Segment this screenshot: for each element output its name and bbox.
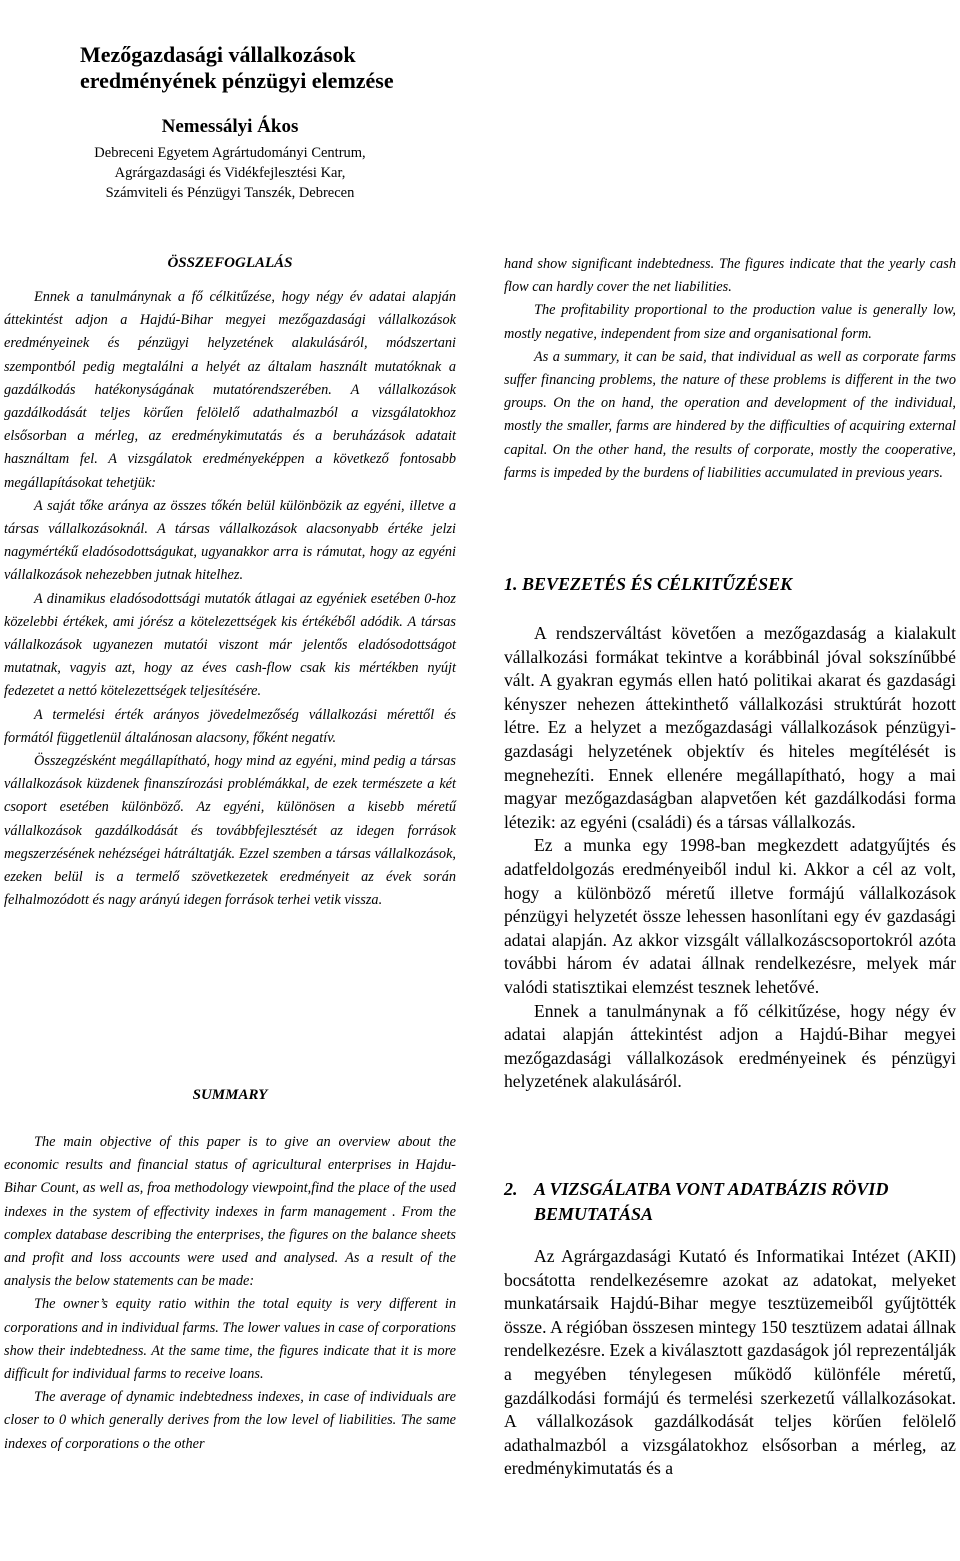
- summary-paragraph: The owner’s equity ratio within the total equity is very different in corporations and in individual farms. The lower values in case of corporations show their indebtedness. At the same time, the figures indicate that it is more difficult for individual farms to receive loans.: [4, 1296, 456, 1383]
- body-paragraph: A rendszerváltást követően a mezőgazdaság a kialakult vállalkozási formákat tekintve a korábbinál jóval sokszínűbbé vált. A gyakran egymás ellen ható politikai akarat és gazdasági kényszer nehezen áttekinthető vállalkozási struktúrát hozott létre. Ez a helyzet a mezőgazdasági vállalkozások pénzügyi-gazdasági helyzetének objektív és hiteles megítélését is megnehezíti. Ennek ellenére megállapítható, hogy a mai magyar mezőgazdaságban alapvetően két gazdálkodási forma létezik: az egyéni (családi) és a társas vállalkozás.: [504, 623, 956, 832]
- section1-body: [504, 622, 956, 1094]
- summary-paragraph: hand show significant indebtedness. The figures indicate that the yearly cash flow can hardly cover the net liabilities.: [504, 256, 956, 296]
- summary-paragraph: The average of dynamic indebtedness indexes, in case of individuals are closer to 0 which generally derives from the low level of liabilities. The same indexes of corporations o the other: [4, 1389, 456, 1452]
- summary-body-left: [4, 1131, 456, 1456]
- osszefoglalas-body: [4, 286, 456, 912]
- abstract-paragraph: Ennek a tanulmánynak a fő célkitűzése, hogy négy év adatai alapján áttekintést adjon a Hajdú-Bihar megyei mezőgazdasági vállalkozások eredményeinek és pénzügyi helyzetének alakulásáról, módszertani szempontból pedig megtalálni a helyét az általam használt mutatóknak a gazdálkodás hatékonyságának mutatórendszerében. A vállalkozások gazdálkodását teljes körűen felölelő adathalmazból a vizsgálatokhoz elsősorban a mérleg, az eredménykimutatás és a beruházások adatait használtam fel. A vizsgálatok eredményeképpen a következő fontosabb megállapításokat tehetjük:: [4, 289, 456, 491]
- body-paragraph: Ennek a tanulmánynak a fő célkitűzése, hogy négy év adatai alapján áttekintést adjon a Hajdú-Bihar megyei mezőgazdasági vállalkozások eredményeinek és pénzügyi helyzetének alakulásáról.: [504, 1000, 956, 1092]
- section2-heading: [504, 1177, 956, 1227]
- body-paragraph: Ez a munka egy 1998-ban megkezdett adatgyűjtés és adatfeldolgozás eredményeiből indul ki. Akkor a cél az volt, hogy a különböző méretű illetve formájú vállalkozások pénzügyi helyzetét össze lehessen hasonlítani egy év gazdasági adatai alapján. Az akkor vizsgált vállalkozáscsoportokról azóta további három év adatai állnak rendelkezésre, melyek már valódi statisztikai elemzést tesznek lehetővé.: [504, 835, 956, 997]
- abstract-paragraph: Összegzésként megállapítható, hogy mind az egyéni, mind pedig a társas vállalkozások küzdenek finanszírozási problémákkal, de ezek természete a két csoport esetében különböző. Az egyéni, különösen a kisebb méretű vállalkozások gazdálkodását és továbbfejlesztését az idegen források megszerzésének nehézségei hátráltatják. Ezzel szemben a társas vállalkozások, ezeken belül is a termelő szövetkezetek eredményeit az évek során felhalmozódott és nagy arányú idegen források terhei vetik vissza.: [4, 753, 456, 909]
- section2-number: 2.: [504, 1179, 518, 1199]
- abstract-paragraph: A termelési érték arányos jövedelmezőség vállalkozási mérettől és formától függetlenül általánosan alacsony, főként negatív.: [4, 706, 456, 746]
- author-name: Nemessályi Ákos: [161, 116, 299, 137]
- affiliation-line: Számviteli és Pénzügyi Tanszék, Debrecen: [105, 185, 355, 201]
- summary-paragraph: As a summary, it can be said, that individual as well as corporate farms suffer financing problems, the nature of these problems is different in the two groups. On the on hand, the operation and development of the individual, mostly the smaller, farms are hindered by the difficulties of acquiring external capital. On the other hand, the results of corporate, mostly the cooperative, farms is impeded by the burdens of liabilities accumulated in previous years.: [504, 348, 956, 481]
- affiliation-line: Debreceni Egyetem Agrártudományi Centrum,: [94, 145, 366, 161]
- body-paragraph: Az Agrárgazdasági Kutató és Informatikai Intézet (AKII) bocsátotta rendelkezésemre azokat az adatokat, melyeket munkatársaik Hajdú-Bihar megye tesztüzemeiből gyűjtötték össze. A régióban összesen mintegy 150 tesztüzem adatai állnak rendelkezésre. Ezek a kiválasztott gazdaságok jól reprezentálják a megyében ténylegesen működő különféle méretű, gazdálkodási formájú és termelési szerkezetű vállalkozásokat. A vállalkozások gazdálkodását teljes körűen felölelő adathalmazból a vizsgálatokhoz elsősorban a mérleg, az eredménykimutatás és a: [504, 1246, 956, 1479]
- osszefoglalas-heading: ÖSSZEFOGLALÁS: [167, 255, 293, 271]
- affiliation: [4, 143, 456, 203]
- section1-heading: 1. BEVEZETÉS ÉS CÉLKITŰZÉSEK: [504, 574, 793, 594]
- summary-heading: SUMMARY: [192, 1087, 268, 1103]
- summary-paragraph: The main objective of this paper is to give an overview about the economic results and financial status of agricultural enterprises in Hajdu-Bihar Count, as well as, froa methodology viewpoint,find the place of the used indexes in the system of effectivity indexes in farm management . From the complex database describing the enterprises, the figures on the balance sheets and profit and loss accounts were used and analysed. As a result of the analysis the below statements can be made:: [4, 1134, 456, 1290]
- section2-body: [504, 1245, 956, 1481]
- section2-title: A VIZSGÁLATBA VONT ADATBÁZIS RÖVID BEMUTATÁSA: [534, 1179, 889, 1224]
- summary-paragraph: The profitability proportional to the production value is generally low, mostly negative, independent from size and organisational form.: [504, 302, 956, 342]
- summary-body-right: [504, 253, 956, 485]
- affiliation-line: Agrárgazdasági és Vidékfejlesztési Kar,: [114, 165, 346, 181]
- abstract-paragraph: A saját tőke aránya az összes tőkén belül különbözik az egyéni, illetve a társas vállalkozásoknál. A társas vállalkozások alacsonyabb értéke jelzi nagymértékű eladósodottságukat, ugyanakkor arra is rámutat, hogy az egyéni vállalkozások nehezebben jutnak hitelhez.: [4, 497, 456, 584]
- paper-title: Mezőgazdasági vállalkozások eredményének pénzügyi elemzése: [80, 42, 394, 93]
- abstract-paragraph: A dinamikus eladósodottsági mutatók átlagai az egyéniek esetében 0-hoz közelebbi értékek, ami jórész a kötelezettségek kis értékéből adódik. A társas vállalkozások ugyanezen mutatói viszont már jelentős eladósodottságot mutatnak, vagyis azt, hogy az éves cash-flow csak kis mértékben nyújt fedezetet a nettó kötelezettségek teljesítésére.: [4, 590, 456, 700]
